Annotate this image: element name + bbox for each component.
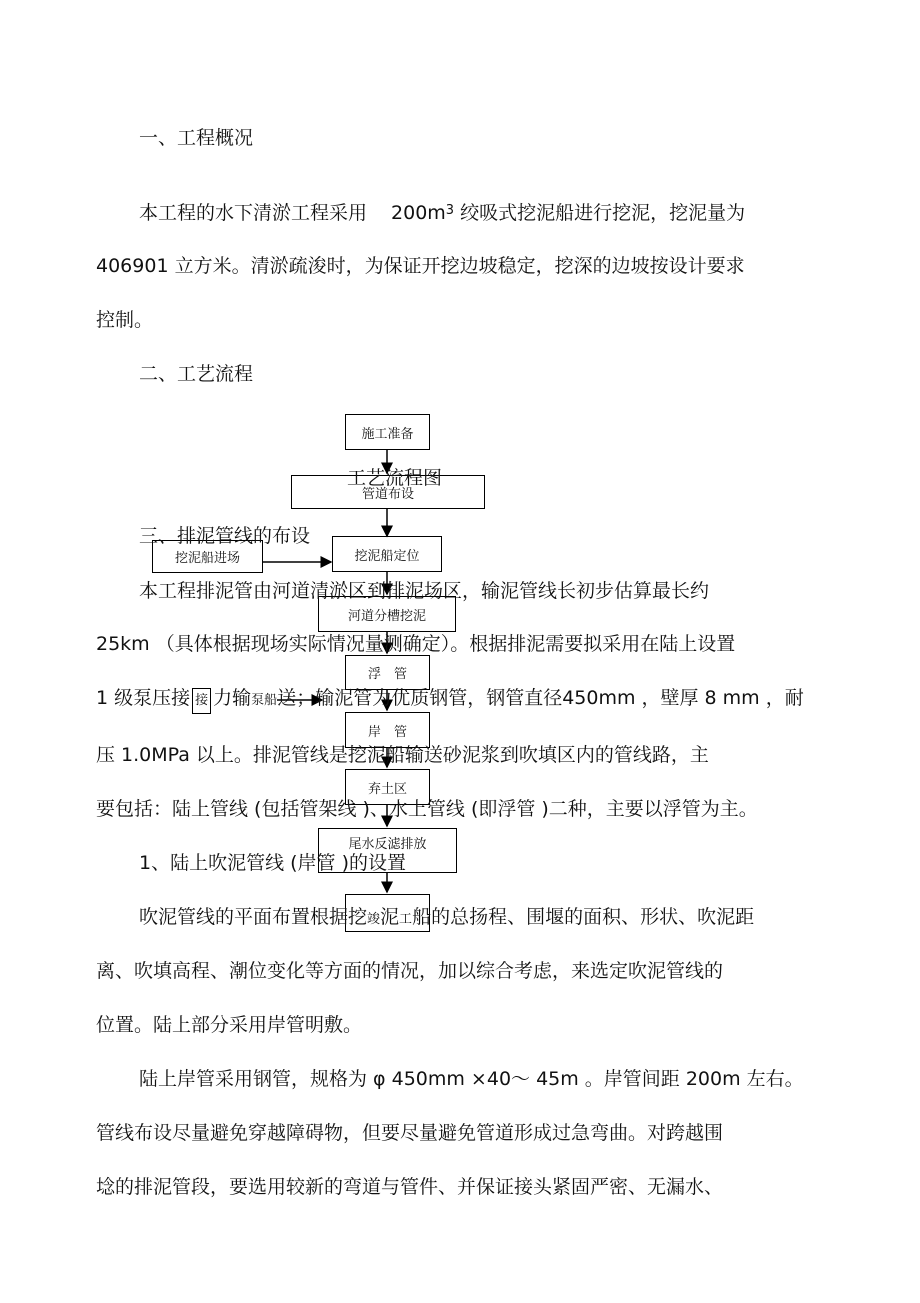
flow-box-dredger-positioning: 挖泥船定位 xyxy=(332,536,442,572)
paragraph-4-line-3: 埝的排泥管段，要选用较新的弯道与管件、并保证接头紧固严密、无漏水、 xyxy=(96,1176,724,1198)
flow-box-floating-pipe: 浮 管 xyxy=(345,655,430,690)
flow-box-pump-ship: 泵船 xyxy=(251,693,278,708)
paragraph-1-line-2: 406901 立方米。清淤疏浚时，为保证开挖边坡稳定，挖深的边坡按设计要求 xyxy=(96,255,745,277)
paragraph-2-line-2: 25km （具体根据现场实际情况量测确定）。根据排泥需要拟采用在陆上设置 xyxy=(96,633,736,655)
heading-project-overview: 一、工程概况 xyxy=(139,127,254,149)
paragraph-3-line-2: 离、吹填高程、潮位变化等方面的情况，加以综合考虑，来选定吹泥管线的 xyxy=(96,960,724,982)
paragraph-3-line-3: 位置。陆上部分采用岸管明敷。 xyxy=(96,1014,363,1036)
paragraph-2-line-5: 要包括：陆上管线 (包括管架线 )、水上管线 (即浮管 )二种，主要以浮管为主。 xyxy=(96,798,758,820)
flow-box-spoil-area: 弃土区 xyxy=(345,769,430,805)
flow-box-pipe-laying: 管道布设 xyxy=(291,475,485,509)
flowchart-title: 工艺流程图 xyxy=(347,467,443,489)
flow-box-tailwater: 尾水反滤排放 xyxy=(318,828,457,873)
paragraph-3-line-1: 吹泥管线的平面布置根据挖竣泥工船的总扬程、围堰的面积、形状、吹泥距 xyxy=(139,906,755,928)
flow-box-shore-pipe: 岸 管 xyxy=(345,712,430,748)
paragraph-4-line-2: 管线布设尽量避免穿越障碍物，但要尽量避免管道形成过急弯曲。对跨越围 xyxy=(96,1122,724,1144)
flow-box-dredger-entry: 挖泥船进场 xyxy=(152,540,263,573)
flow-box-preparation: 施工准备 xyxy=(345,414,430,450)
paragraph-2-line-1: 本工程排泥管由河道清淤区到排泥场区，输泥管线长初步估算最长约 xyxy=(139,580,710,602)
paragraph-2-line-4: 压 1.0MPa 以上。排泥管线是挖泥船输送砂泥浆到吹填区内的管线路，主 xyxy=(96,744,709,766)
paragraph-2-line-3: 1 级泵压接 接 力输泵船送；输泥管为优质钢管，钢管直径450mm ，壁厚 8 mm ，耐 xyxy=(96,686,804,714)
paragraph-4-line-1: 陆上岸管采用钢管，规格为 φ 450mm ×40～ 45m 。岸管间距 200m 左右。 xyxy=(139,1068,804,1090)
heading-shore-pipeline: 1、陆上吹泥管线 (岸管 )的设置 xyxy=(139,852,406,874)
heading-pipeline-layout: 三、排泥管线的布设 xyxy=(139,525,311,547)
flow-box-channel-dredging: 河道分槽挖泥 xyxy=(318,596,456,632)
heading-process-flow: 二、工艺流程 xyxy=(139,363,254,385)
paragraph-1-line-3: 控制。 xyxy=(96,309,154,331)
paragraph-1-line-1: 本工程的水下清淤工程采用 $200m^3$ 绞吸式挖泥船进行挖泥，挖泥量为 xyxy=(139,202,746,224)
